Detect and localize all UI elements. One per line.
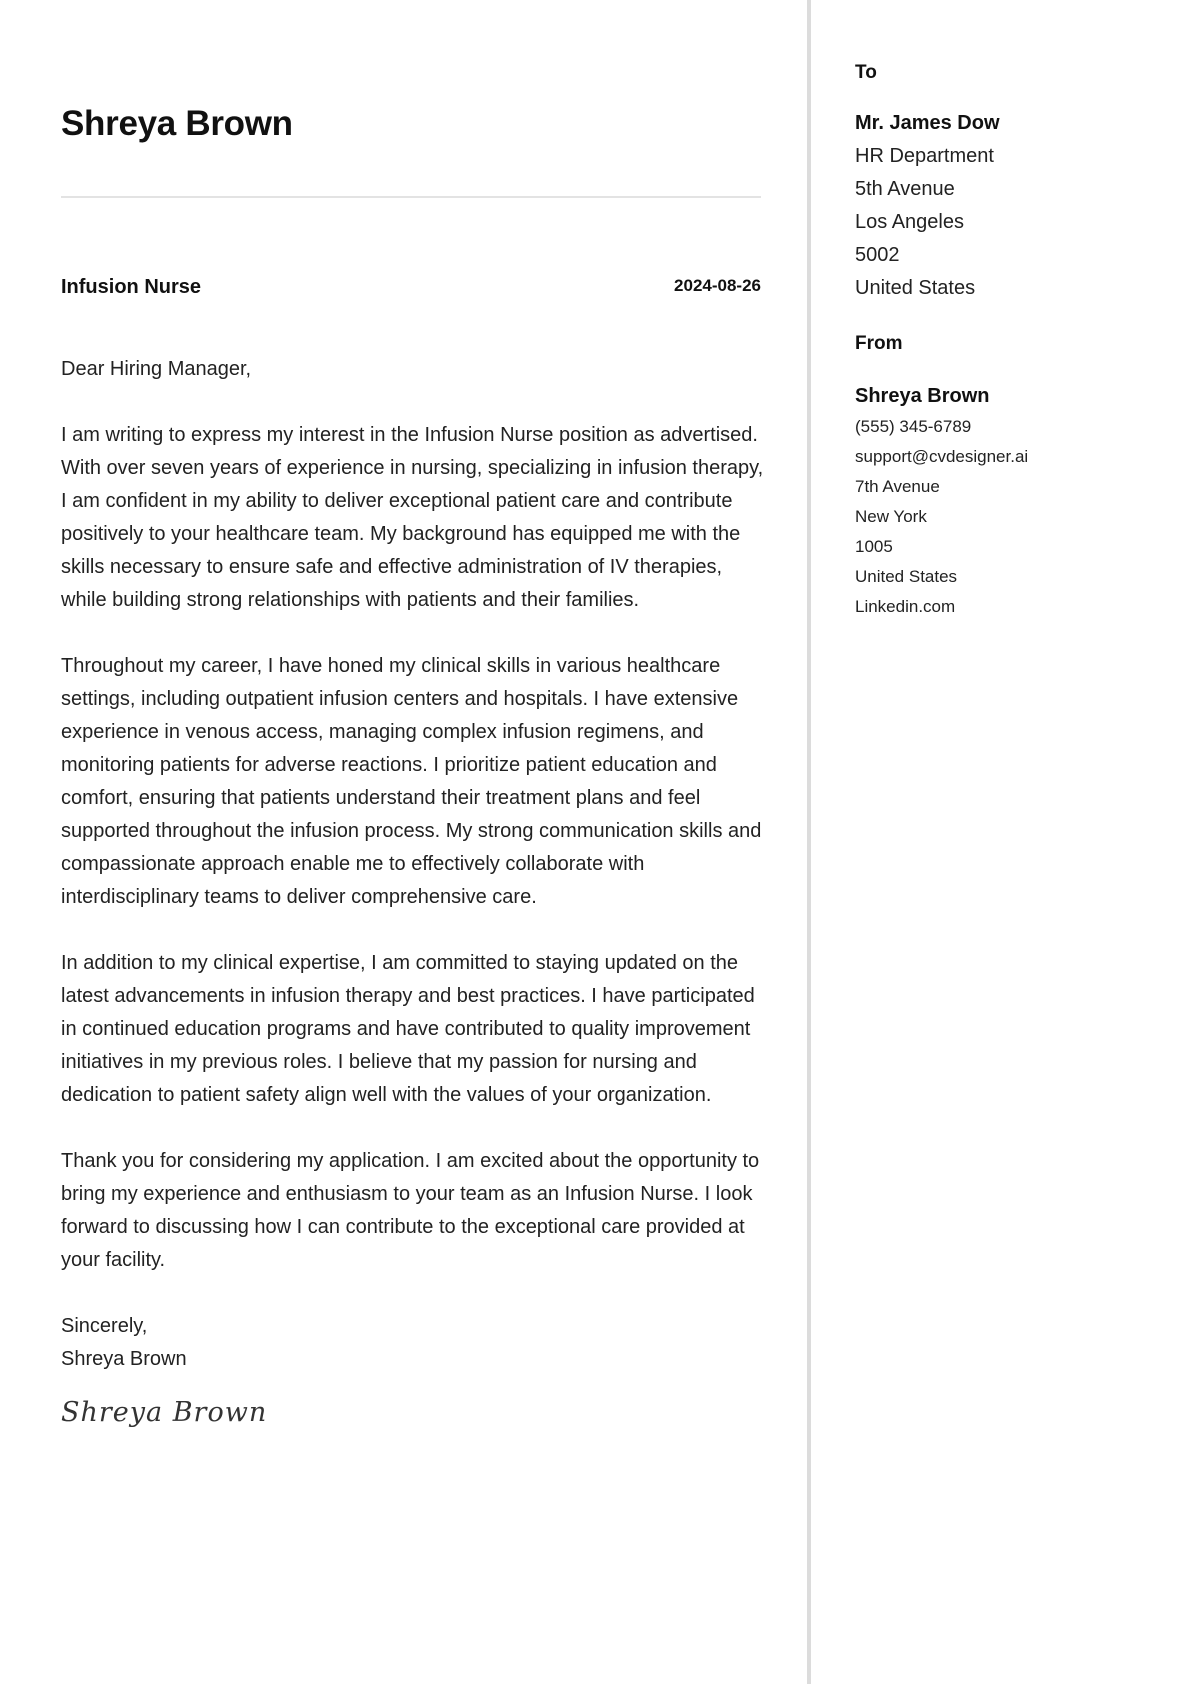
sender-country: United States [855, 567, 958, 586]
closing-name: Shreya Brown [61, 1348, 187, 1370]
sidebar-divider [807, 0, 811, 1684]
body-paragraph-4: Thank you for considering my application. I am excited about the opportunity to bring my experience and enthusiasm to your team as an Infusion Nurse. I look forward to discussing how I can contribute to the exceptional care provided at your facility. [61, 1150, 760, 1271]
recipient-zip: 5002 [855, 244, 900, 266]
job-title: Infusion Nurse [61, 276, 202, 298]
closing: Sincerely, [61, 1315, 148, 1337]
recipient-street: 5th Avenue [855, 178, 955, 200]
sender-city: New York [855, 507, 927, 526]
letter-date: 2024-08-26 [674, 276, 761, 295]
sender-website: Linkedin.com [855, 597, 956, 616]
recipient-country: United States [855, 277, 976, 299]
recipient-address [855, 107, 1000, 305]
body-paragraph-3: In addition to my clinical expertise, I am committed to staying updated on the latest advancements in infusion therapy and best practices. I have participated in continued education programs and have contributed to quality improvement initiatives in my previous roles. I believe that my passion for nursing and dedication to patient safety align well with the values of your organization. [61, 952, 755, 1106]
sender-zip: 1005 [855, 537, 893, 556]
sender-details [855, 380, 1028, 622]
from-heading: From [855, 333, 903, 354]
sender-street: 7th Avenue [855, 477, 940, 496]
letter-body [61, 353, 765, 1429]
to-heading: To [855, 62, 877, 83]
header-divider [61, 196, 761, 198]
sender-phone: (555) 345-6789 [855, 417, 972, 436]
sender-email: support@cvdesigner.ai [855, 447, 1029, 466]
body-paragraph-1: I am writing to express my interest in the Infusion Nurse position as advertised. With over seven years of experience in nursing, specializing in infusion therapy, I am confident in my ability to deliver exceptional patient care and contribute positively to your healthcare team. My background has equipped me with the skills necessary to ensure safe and effective administration of IV therapies, while building strong relationships with patients and their families. [61, 424, 764, 611]
applicant-name: Shreya Brown [61, 104, 293, 143]
recipient-city: Los Angeles [855, 211, 964, 233]
recipient-department: HR Department [855, 145, 994, 167]
recipient-name: Mr. James Dow [855, 112, 1000, 134]
salutation: Dear Hiring Manager, [61, 358, 252, 380]
body-paragraph-2: Throughout my career, I have honed my clinical skills in various healthcare settings, including outpatient infusion centers and hospitals. I have extensive experience in venous access, managing complex infusion regimens, and monitoring patients for adverse reactions. I prioritize patient education and comfort, ensuring that patients understand their treatment plans and feel supported throughout the infusion process. My strong communication skills and compassionate approach enable me to effectively collaborate with interdisciplinary teams to deliver comprehensive care. [61, 655, 762, 908]
sender-name: Shreya Brown [855, 385, 990, 407]
handwritten-signature: Shreya Brown [61, 1397, 268, 1428]
